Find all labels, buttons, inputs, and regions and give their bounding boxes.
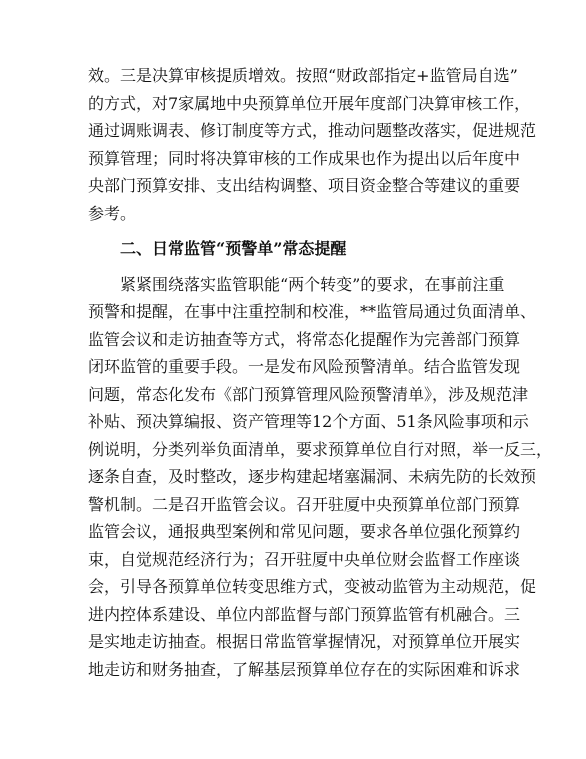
text-line: 监管会议，通报典型案例和常见问题，要求各单位强化预算约 <box>88 522 521 541</box>
text-line: 例说明，分类列举负面清单，要求预算单位自行对照，举一反三， <box>88 439 553 459</box>
section-heading: 二、日常监管“预警单”常态提醒 <box>120 239 347 258</box>
text-line: 束，自觉规范经济行为；召开驻厦中央单位财会监督工作座谈 <box>88 549 521 569</box>
text-line: 会，引导各预算单位转变思维方式，变被动监管为主动规范，促 <box>88 577 537 596</box>
text-line: 闭环监管的重要手段。一是发布风险预警清单。结合监管发现 <box>88 357 521 376</box>
text-line: 补贴、预决算编报、资产管理等12个方面、51条风险事项和示 <box>88 412 529 431</box>
text-line: 紧紧围绕落实监管职能“两个转变”的要求，在事前注重 <box>120 274 505 294</box>
text-line: 逐条自查，及时整改，逐步构建起堵塞漏洞、未病先防的长效预 <box>88 467 537 486</box>
text-line: 地走访和财务抽查，了解基层预算单位存在的实际困难和诉求 <box>88 659 521 679</box>
text-line: 监管会议和走访抽查等方式，将常态化提醒作为完善部门预算 <box>88 329 521 349</box>
text-line: 进内控体系建设、单位内部监督与部门预算监管有机融合。三 <box>88 604 521 624</box>
text-line: 通过调账调表、修订制度等方式，推动问题整改落实，促进规范 <box>88 121 537 140</box>
text-line: 预算管理；同时将决算审核的工作成果也作为提出以后年度中 <box>88 148 521 168</box>
text-line: 的方式，对7家属地中央预算单位开展年度部门决算审核工作， <box>88 93 531 113</box>
document-page <box>88 62 553 683</box>
paragraph-audit <box>88 62 537 227</box>
text-line: 问题，常态化发布《部门预算管理风险预警清单》，涉及规范津 <box>88 384 529 404</box>
text-line: 是实地走访抽查。根据日常监管掌握情况，对预算单位开展实 <box>88 632 521 651</box>
text-line: 效。三是决算审核提质增效。按照“财政部指定+监管局自选” <box>88 66 518 85</box>
text-line: 预警和提醒，在事中注重控制和校准，**监管局通过负面清单、 <box>88 302 537 321</box>
text-line: 警机制。二是召开监管会议。召开驻厦中央预算单位部门预算 <box>88 494 521 514</box>
paragraph-daily-supervision <box>88 271 553 684</box>
text-line: 央部门预算安排、支出结构调整、项目资金整合等建议的重要 <box>88 176 521 195</box>
text-line: 参考。 <box>88 203 137 223</box>
